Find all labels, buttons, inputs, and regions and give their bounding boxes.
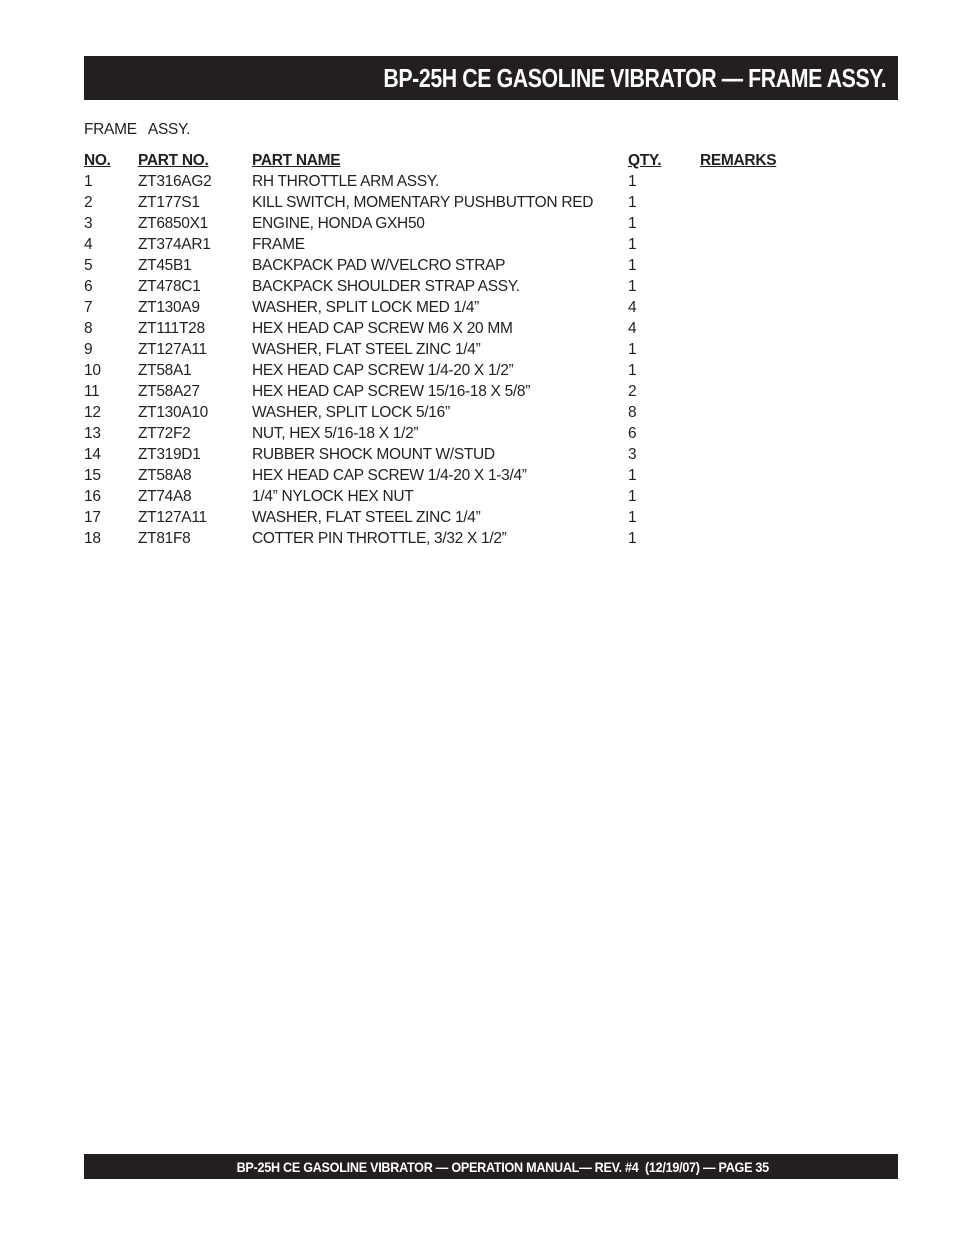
cell-qty: 4: [628, 299, 637, 316]
cell-part-no: ZT58A27: [138, 383, 200, 400]
page-footer-text: BP-25H CE GASOLINE VIBRATOR — OPERATION MANUAL— REV. #4 (12/19/07) — PAGE 35: [236, 1158, 770, 1175]
cell-qty: 8: [628, 404, 637, 421]
cell-part-no: ZT374AR1: [138, 236, 211, 253]
table-row: [84, 192, 820, 213]
cell-part-name: RUBBER SHOCK MOUNT W/STUD: [252, 446, 495, 463]
cell-remarks: [700, 297, 820, 318]
cell-part-name: RH THROTTLE ARM ASSY.: [252, 173, 439, 190]
cell-qty: 1: [628, 341, 637, 358]
cell-remarks: [700, 528, 820, 549]
cell-remarks: [700, 465, 820, 486]
column-header-part-no: PART NO.: [138, 152, 209, 169]
table-row: [84, 318, 820, 339]
cell-qty: 1: [628, 509, 637, 526]
table-row: [84, 402, 820, 423]
cell-remarks: [700, 444, 820, 465]
table-row: [84, 381, 820, 402]
cell-part-no: ZT316AG2: [138, 173, 212, 190]
cell-part-no: ZT177S1: [138, 194, 200, 211]
page-title: BP-25H CE GASOLINE VIBRATOR — FRAME ASSY.: [383, 62, 886, 93]
cell-qty: 3: [628, 446, 637, 463]
cell-part-no: ZT130A9: [138, 299, 200, 316]
cell-remarks: [700, 171, 820, 192]
cell-no: 17: [84, 509, 101, 526]
cell-no: 16: [84, 488, 101, 505]
column-header-no: NO.: [84, 152, 111, 169]
cell-no: 3: [84, 215, 93, 232]
cell-qty: 1: [628, 467, 637, 484]
cell-part-name: KILL SWITCH, MOMENTARY PUSHBUTTON RED: [252, 194, 594, 211]
cell-part-no: ZT74A8: [138, 488, 192, 505]
cell-qty: 1: [628, 215, 637, 232]
cell-part-no: ZT319D1: [138, 446, 201, 463]
cell-part-no: ZT58A8: [138, 467, 192, 484]
cell-part-no: ZT58A1: [138, 362, 192, 379]
table-row: [84, 213, 820, 234]
cell-part-no: ZT111T28: [138, 320, 205, 337]
cell-part-no: ZT127A11: [138, 509, 207, 526]
table-row: [84, 297, 820, 318]
page-title-bar: [84, 56, 898, 100]
cell-qty: 6: [628, 425, 637, 442]
table-row: [84, 171, 820, 192]
cell-remarks: [700, 402, 820, 423]
cell-remarks: [700, 234, 820, 255]
cell-no: 10: [84, 362, 101, 379]
cell-part-name: HEX HEAD CAP SCREW 15/16-18 X 5/8”: [252, 383, 531, 400]
cell-part-name: ENGINE, HONDA GXH50: [252, 215, 425, 232]
cell-part-name: NUT, HEX 5/16-18 X 1/2”: [252, 425, 419, 442]
cell-qty: 2: [628, 383, 637, 400]
cell-qty: 1: [628, 236, 637, 253]
table-row: [84, 423, 820, 444]
cell-no: 2: [84, 194, 93, 211]
page-footer-bar: [84, 1154, 898, 1179]
cell-part-name: BACKPACK PAD W/VELCRO STRAP: [252, 257, 506, 274]
cell-qty: 1: [628, 488, 637, 505]
cell-no: 9: [84, 341, 93, 358]
column-header-remarks: REMARKS: [700, 152, 777, 169]
cell-qty: 1: [628, 362, 637, 379]
cell-part-name: HEX HEAD CAP SCREW M6 X 20 MM: [252, 320, 513, 337]
cell-no: 1: [84, 173, 93, 190]
cell-remarks: [700, 339, 820, 360]
cell-qty: 1: [628, 530, 637, 547]
cell-part-name: HEX HEAD CAP SCREW 1/4-20 X 1/2”: [252, 362, 514, 379]
cell-part-name: WASHER, SPLIT LOCK 5/16”: [252, 404, 450, 421]
cell-no: 15: [84, 467, 101, 484]
cell-no: 8: [84, 320, 93, 337]
cell-remarks: [700, 192, 820, 213]
cell-qty: 1: [628, 257, 637, 274]
cell-remarks: [700, 213, 820, 234]
table-row: [84, 444, 820, 465]
cell-part-no: ZT6850X1: [138, 215, 208, 232]
cell-remarks: [700, 507, 820, 528]
cell-no: 11: [84, 383, 100, 400]
column-header-qty: QTY.: [628, 152, 662, 169]
cell-remarks: [700, 486, 820, 507]
cell-qty: 1: [628, 173, 637, 190]
cell-part-name: HEX HEAD CAP SCREW 1/4-20 X 1-3/4”: [252, 467, 527, 484]
cell-no: 12: [84, 404, 101, 421]
table-row: [84, 528, 820, 549]
cell-qty: 1: [628, 278, 637, 295]
table-row: [84, 360, 820, 381]
cell-no: 4: [84, 236, 93, 253]
table-row: [84, 255, 820, 276]
cell-part-no: ZT130A10: [138, 404, 208, 421]
cell-no: 14: [84, 446, 101, 463]
cell-part-no: ZT478C1: [138, 278, 201, 295]
table-row: [84, 276, 820, 297]
cell-no: 18: [84, 530, 101, 547]
cell-part-name: FRAME: [252, 236, 305, 253]
cell-qty: 1: [628, 194, 637, 211]
cell-qty: 4: [628, 320, 637, 337]
cell-remarks: [700, 276, 820, 297]
table-row: [84, 234, 820, 255]
cell-part-name: WASHER, FLAT STEEL ZINC 1/4”: [252, 509, 481, 526]
cell-no: 6: [84, 278, 93, 295]
cell-remarks: [700, 318, 820, 339]
cell-part-name: COTTER PIN THROTTLE, 3/32 X 1/2”: [252, 530, 507, 547]
cell-remarks: [700, 381, 820, 402]
table-row: [84, 465, 820, 486]
cell-part-name: 1/4” NYLOCK HEX NUT: [252, 488, 414, 505]
parts-table-header-row: [84, 150, 820, 171]
section-label: FRAME ASSY.: [84, 121, 191, 138]
cell-part-no: ZT127A11: [138, 341, 207, 358]
cell-remarks: [700, 423, 820, 444]
column-header-part-name: PART NAME: [252, 152, 341, 169]
table-row: [84, 486, 820, 507]
cell-part-name: WASHER, FLAT STEEL ZINC 1/4”: [252, 341, 481, 358]
cell-remarks: [700, 255, 820, 276]
cell-part-no: ZT72F2: [138, 425, 191, 442]
cell-no: 5: [84, 257, 93, 274]
cell-part-no: ZT45B1: [138, 257, 192, 274]
cell-part-name: WASHER, SPLIT LOCK MED 1/4”: [252, 299, 480, 316]
table-row: [84, 507, 820, 528]
cell-no: 7: [84, 299, 93, 316]
cell-no: 13: [84, 425, 101, 442]
parts-table: [84, 150, 820, 549]
cell-remarks: [700, 360, 820, 381]
table-row: [84, 339, 820, 360]
cell-part-name: BACKPACK SHOULDER STRAP ASSY.: [252, 278, 520, 295]
cell-part-no: ZT81F8: [138, 530, 191, 547]
parts-table-body: [84, 171, 820, 549]
